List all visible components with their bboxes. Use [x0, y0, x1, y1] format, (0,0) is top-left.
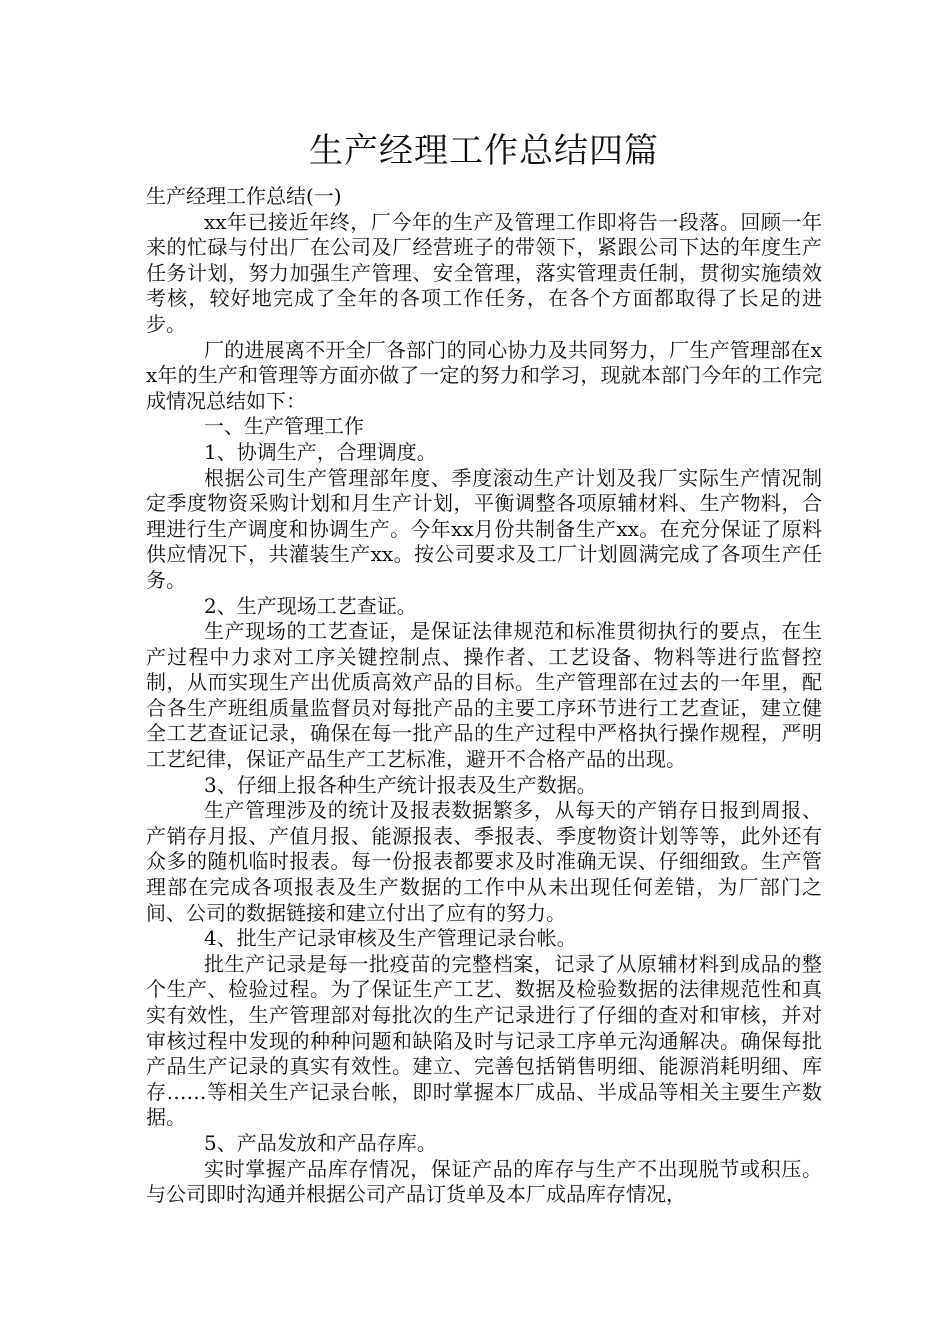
document-title: 生产经理工作总结四篇 [309, 131, 659, 171]
heading-statistics-reports: 3、仔细上报各种生产统计报表及生产数据。 [204, 772, 597, 797]
paragraph-coordinate-production: 根据公司生产管理部年度、季度滚动生产计划及我厂实际生产情况制定季度物资采购计划和月生产计划，平衡调整各项原辅材料、生产物料，合理进行生产调度和协调生产。今年xx月份共制备生产xx。在充分保证了原料供应情况下，共灌装生产xx。按公司要求及工厂计划圆满完成了各项生产任务。 [146, 465, 822, 592]
paragraph-process-verification: 生产现场的工艺查证，是保证法律规范和标准贯彻执行的要点，在生产过程中力求对工序关键控制点、操作者、工艺设备、物料等进行监督控制，从而实现生产出优质高效产品的目标。生产管理部在过去的一年里，配合各生产班组质量监督员对每批产品的主要工序环节进行工艺查证，建立健全工艺查证记录，确保在每一批产品的生产过程中严格执行操作规程，严明工艺纪律，保证产品生产工艺标准，避开不合格产品的出现。 [146, 619, 822, 772]
paragraph-batch-records: 批生产记录是每一批疫苗的完整档案，记录了从原辅材料到成品的整个生产、检验过程。为了保证生产工艺、数据及检验数据的法律规范性和真实有效性，生产管理部对每批次的生产记录进行了仔细的查对和审核，并对审核过程中发现的种种问题和缺陷及时与记录工序单元沟通解决。确保每批产品生产记录的真实有效性。建立、完善包括销售明细、能源消耗明细、库存……等相关生产记录台帐，即时掌握本厂成品、半成品等相关主要生产数据。 [146, 951, 822, 1130]
document-page [146, 128, 822, 1208]
heading-batch-records: 4、批生产记录审核及生产管理记录台帐。 [204, 926, 577, 951]
heading-process-verification: 2、生产现场工艺查证。 [204, 593, 417, 618]
heading-coordinate-production: 1、协调生产，合理调度。 [204, 439, 437, 464]
paragraph-product-release: 实时掌握产品库存情况，保证产品的库存与生产不出现脱节或积压。与公司即时沟通并根据公司产品订货单及本厂成品库存情况， [146, 1156, 822, 1207]
paragraph-summary-lead: 厂的进展离不开全厂各部门的同心协力及共同努力，厂生产管理部在xx年的生产和管理等方面亦做了一定的努力和学习，现就本部门今年的工作完成情况总结如下： [146, 337, 822, 413]
paragraph-intro: xx年已接近年终，厂今年的生产及管理工作即将告一段落。回顾一年来的忙碌与付出厂在公司及厂经营班子的带领下，紧跟公司下达的年度生产任务计划，努力加强生产管理、安全管理，落实管理责任制，贯彻实施绩效考核，较好地完成了全年的各项工作任务，在各个方面都取得了长足的进步。 [146, 209, 822, 336]
section-title: 生产经理工作总结(一) [146, 184, 342, 208]
heading-production-management: 一、生产管理工作 [204, 414, 364, 439]
heading-product-release: 5、产品发放和产品存库。 [204, 1130, 437, 1155]
paragraph-statistics-reports: 生产管理涉及的统计及报表数据繁多，从每天的产销存日报到周报、产销存月报、产值月报、能源报表、季报表、季度物资计划等等，此外还有众多的随机临时报表。每一份报表都要求及时准确无误、仔细细致。生产管理部在完成各项报表及生产数据的工作中从未出现任何差错，为厂部门之间、公司的数据链接和建立付出了应有的努力。 [146, 798, 822, 925]
